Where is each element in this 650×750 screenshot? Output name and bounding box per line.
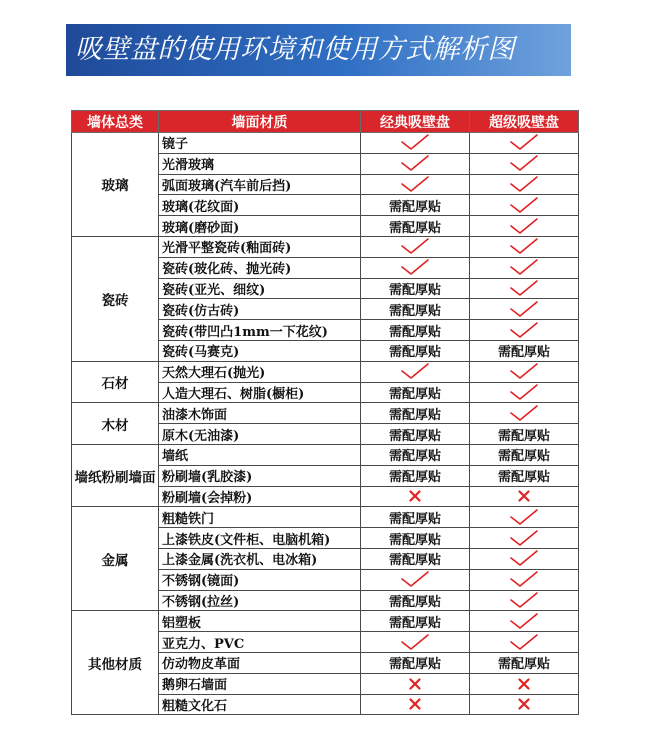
checkmark-icon	[509, 259, 539, 276]
classic-suction-cell	[361, 278, 470, 299]
super-suction-cell	[470, 403, 579, 424]
wall-material-cell: 天然大理石(抛光)	[159, 361, 361, 382]
super-suction-cell	[470, 133, 579, 154]
table-row	[72, 611, 579, 632]
thick-pad-required-label: 需配厚贴	[388, 511, 441, 527]
title-banner	[66, 24, 571, 76]
wall-material-cell: 油漆木饰面	[159, 403, 361, 424]
wall-material-cell: 弧面玻璃(汽车前后挡)	[159, 174, 361, 195]
table-row	[72, 361, 579, 382]
thick-pad-required-label: 需配厚贴	[388, 428, 441, 444]
wall-material-cell: 铝塑板	[159, 611, 361, 632]
wall-material-cell: 仿动物皮革面	[159, 652, 361, 673]
super-suction-cell	[470, 236, 579, 257]
classic-suction-cell	[361, 236, 470, 257]
super-suction-cell	[470, 507, 579, 528]
checkmark-icon	[400, 571, 430, 588]
wall-category-cell: 金属	[72, 507, 159, 611]
cross-icon	[518, 698, 530, 710]
wall-category-cell: 瓷砖	[72, 236, 159, 361]
wall-category-cell: 墙纸粉刷墙面	[72, 444, 159, 506]
classic-suction-cell	[361, 528, 470, 549]
wall-material-cell: 上漆铁皮(文件柜、电脑机箱)	[159, 528, 361, 549]
super-suction-cell	[470, 216, 579, 237]
super-suction-cell	[470, 174, 579, 195]
header-classic-suction: 经典吸壁盘	[361, 111, 470, 133]
super-suction-cell	[470, 528, 579, 549]
super-suction-cell	[470, 278, 579, 299]
classic-suction-cell	[361, 569, 470, 590]
wall-material-cell: 瓷砖(仿古砖)	[159, 299, 361, 320]
wall-material-cell: 玻璃(花纹面)	[159, 195, 361, 216]
table-row	[72, 236, 579, 257]
classic-suction-cell	[361, 153, 470, 174]
super-suction-cell	[470, 632, 579, 653]
super-suction-cell	[470, 195, 579, 216]
super-suction-cell	[470, 486, 579, 507]
super-suction-cell	[470, 424, 579, 445]
checkmark-icon	[400, 155, 430, 172]
super-suction-cell	[470, 548, 579, 569]
wall-material-cell: 粉刷墙(乳胶漆)	[159, 465, 361, 486]
thick-pad-required-label: 需配厚贴	[497, 470, 550, 486]
checkmark-icon	[400, 259, 430, 276]
thick-pad-required-label: 需配厚贴	[388, 449, 441, 465]
classic-suction-cell	[361, 403, 470, 424]
thick-pad-required-label: 需配厚贴	[388, 199, 441, 215]
wall-material-cell: 上漆金属(洗衣机、电冰箱)	[159, 548, 361, 569]
page-title: 吸壁盘的使用环境和使用方式解析图	[75, 34, 515, 65]
classic-suction-cell	[361, 195, 470, 216]
wall-material-cell: 墙纸	[159, 444, 361, 465]
table-row	[72, 507, 579, 528]
thick-pad-required-label: 需配厚贴	[388, 282, 441, 298]
thick-pad-required-label: 需配厚贴	[388, 553, 441, 569]
wall-category-cell: 石材	[72, 361, 159, 403]
header-wall-category: 墙体总类	[72, 111, 159, 133]
super-suction-cell	[470, 652, 579, 673]
thick-pad-required-label: 需配厚贴	[388, 657, 441, 673]
super-suction-cell	[470, 569, 579, 590]
classic-suction-cell	[361, 507, 470, 528]
checkmark-icon	[400, 238, 430, 255]
wall-material-cell: 瓷砖(亚光、细纹)	[159, 278, 361, 299]
checkmark-icon	[509, 613, 539, 630]
cross-icon	[518, 490, 530, 502]
checkmark-icon	[509, 634, 539, 651]
header-wall-material: 墙面材质	[159, 111, 361, 133]
wall-material-cell: 原木(无油漆)	[159, 424, 361, 445]
cross-icon	[409, 490, 421, 502]
classic-suction-cell	[361, 548, 470, 569]
checkmark-icon	[509, 530, 539, 547]
thick-pad-required-label: 需配厚贴	[388, 345, 441, 361]
wall-material-cell: 光滑平整瓷砖(釉面砖)	[159, 236, 361, 257]
checkmark-icon	[509, 176, 539, 193]
checkmark-icon	[509, 238, 539, 255]
classic-suction-cell	[361, 257, 470, 278]
thick-pad-required-label: 需配厚贴	[388, 532, 441, 548]
wall-material-cell: 光滑玻璃	[159, 153, 361, 174]
classic-suction-cell	[361, 465, 470, 486]
checkmark-icon	[509, 197, 539, 214]
super-suction-cell	[470, 694, 579, 715]
super-suction-cell	[470, 611, 579, 632]
wall-material-cell: 瓷砖(玻化砖、抛光砖)	[159, 257, 361, 278]
thick-pad-required-label: 需配厚贴	[497, 449, 550, 465]
checkmark-icon	[509, 592, 539, 609]
classic-suction-cell	[361, 632, 470, 653]
classic-suction-cell	[361, 133, 470, 154]
checkmark-icon	[509, 384, 539, 401]
thick-pad-required-label: 需配厚贴	[388, 594, 441, 610]
header-super-suction: 超级吸壁盘	[470, 111, 579, 133]
cross-icon	[518, 678, 530, 690]
wall-category-cell: 木材	[72, 403, 159, 445]
checkmark-icon	[509, 509, 539, 526]
wall-material-cell: 瓷砖(带凹凸1mm一下花纹)	[159, 320, 361, 341]
checkmark-icon	[509, 301, 539, 318]
thick-pad-required-label: 需配厚贴	[388, 615, 441, 631]
checkmark-icon	[509, 155, 539, 172]
thick-pad-required-label: 需配厚贴	[388, 470, 441, 486]
super-suction-cell	[470, 465, 579, 486]
table-row	[72, 403, 579, 424]
checkmark-icon	[400, 134, 430, 151]
classic-suction-cell	[361, 382, 470, 403]
table-body	[72, 133, 579, 715]
super-suction-cell	[470, 257, 579, 278]
checkmark-icon	[400, 363, 430, 380]
classic-suction-cell	[361, 444, 470, 465]
classic-suction-cell	[361, 673, 470, 694]
thick-pad-required-label: 需配厚贴	[497, 428, 550, 444]
checkmark-icon	[509, 218, 539, 235]
checkmark-icon	[509, 134, 539, 151]
classic-suction-cell	[361, 340, 470, 361]
super-suction-cell	[470, 340, 579, 361]
classic-suction-cell	[361, 361, 470, 382]
checkmark-icon	[400, 176, 430, 193]
classic-suction-cell	[361, 174, 470, 195]
wall-material-cell: 粗糙文化石	[159, 694, 361, 715]
wall-material-cell: 亚克力、PVC	[159, 632, 361, 653]
table-row	[72, 133, 579, 154]
thick-pad-required-label: 需配厚贴	[388, 324, 441, 340]
wall-material-cell: 粗糙铁门	[159, 507, 361, 528]
thick-pad-required-label: 需配厚贴	[388, 303, 441, 319]
wall-material-cell: 不锈钢(拉丝)	[159, 590, 361, 611]
super-suction-cell	[470, 361, 579, 382]
wall-category-cell: 其他材质	[72, 611, 159, 715]
checkmark-icon	[400, 634, 430, 651]
classic-suction-cell	[361, 486, 470, 507]
classic-suction-cell	[361, 299, 470, 320]
super-suction-cell	[470, 320, 579, 341]
compatibility-table-container	[71, 110, 579, 715]
classic-suction-cell	[361, 611, 470, 632]
checkmark-icon	[509, 571, 539, 588]
super-suction-cell	[470, 590, 579, 611]
wall-material-cell: 不锈钢(镜面)	[159, 569, 361, 590]
thick-pad-required-label: 需配厚贴	[388, 407, 441, 423]
wall-material-cell: 镜子	[159, 133, 361, 154]
classic-suction-cell	[361, 694, 470, 715]
classic-suction-cell	[361, 320, 470, 341]
header-row	[72, 111, 579, 133]
checkmark-icon	[509, 280, 539, 297]
checkmark-icon	[509, 322, 539, 339]
checkmark-icon	[509, 550, 539, 567]
wall-material-cell: 瓷砖(马赛克)	[159, 340, 361, 361]
classic-suction-cell	[361, 424, 470, 445]
super-suction-cell	[470, 153, 579, 174]
thick-pad-required-label: 需配厚贴	[497, 657, 550, 673]
wall-material-cell: 玻璃(磨砂面)	[159, 216, 361, 237]
super-suction-cell	[470, 673, 579, 694]
wall-material-cell: 人造大理石、树脂(橱柜)	[159, 382, 361, 403]
wall-category-cell: 玻璃	[72, 133, 159, 237]
thick-pad-required-label: 需配厚贴	[388, 220, 441, 236]
classic-suction-cell	[361, 216, 470, 237]
thick-pad-required-label: 需配厚贴	[388, 386, 441, 402]
wall-material-cell: 粉刷墙(会掉粉)	[159, 486, 361, 507]
checkmark-icon	[509, 363, 539, 380]
thick-pad-required-label: 需配厚贴	[497, 345, 550, 361]
classic-suction-cell	[361, 652, 470, 673]
super-suction-cell	[470, 299, 579, 320]
checkmark-icon	[509, 405, 539, 422]
cross-icon	[409, 678, 421, 690]
cross-icon	[409, 698, 421, 710]
compatibility-table	[71, 110, 579, 715]
super-suction-cell	[470, 444, 579, 465]
super-suction-cell	[470, 382, 579, 403]
wall-material-cell: 鹅卵石墙面	[159, 673, 361, 694]
table-row	[72, 444, 579, 465]
classic-suction-cell	[361, 590, 470, 611]
